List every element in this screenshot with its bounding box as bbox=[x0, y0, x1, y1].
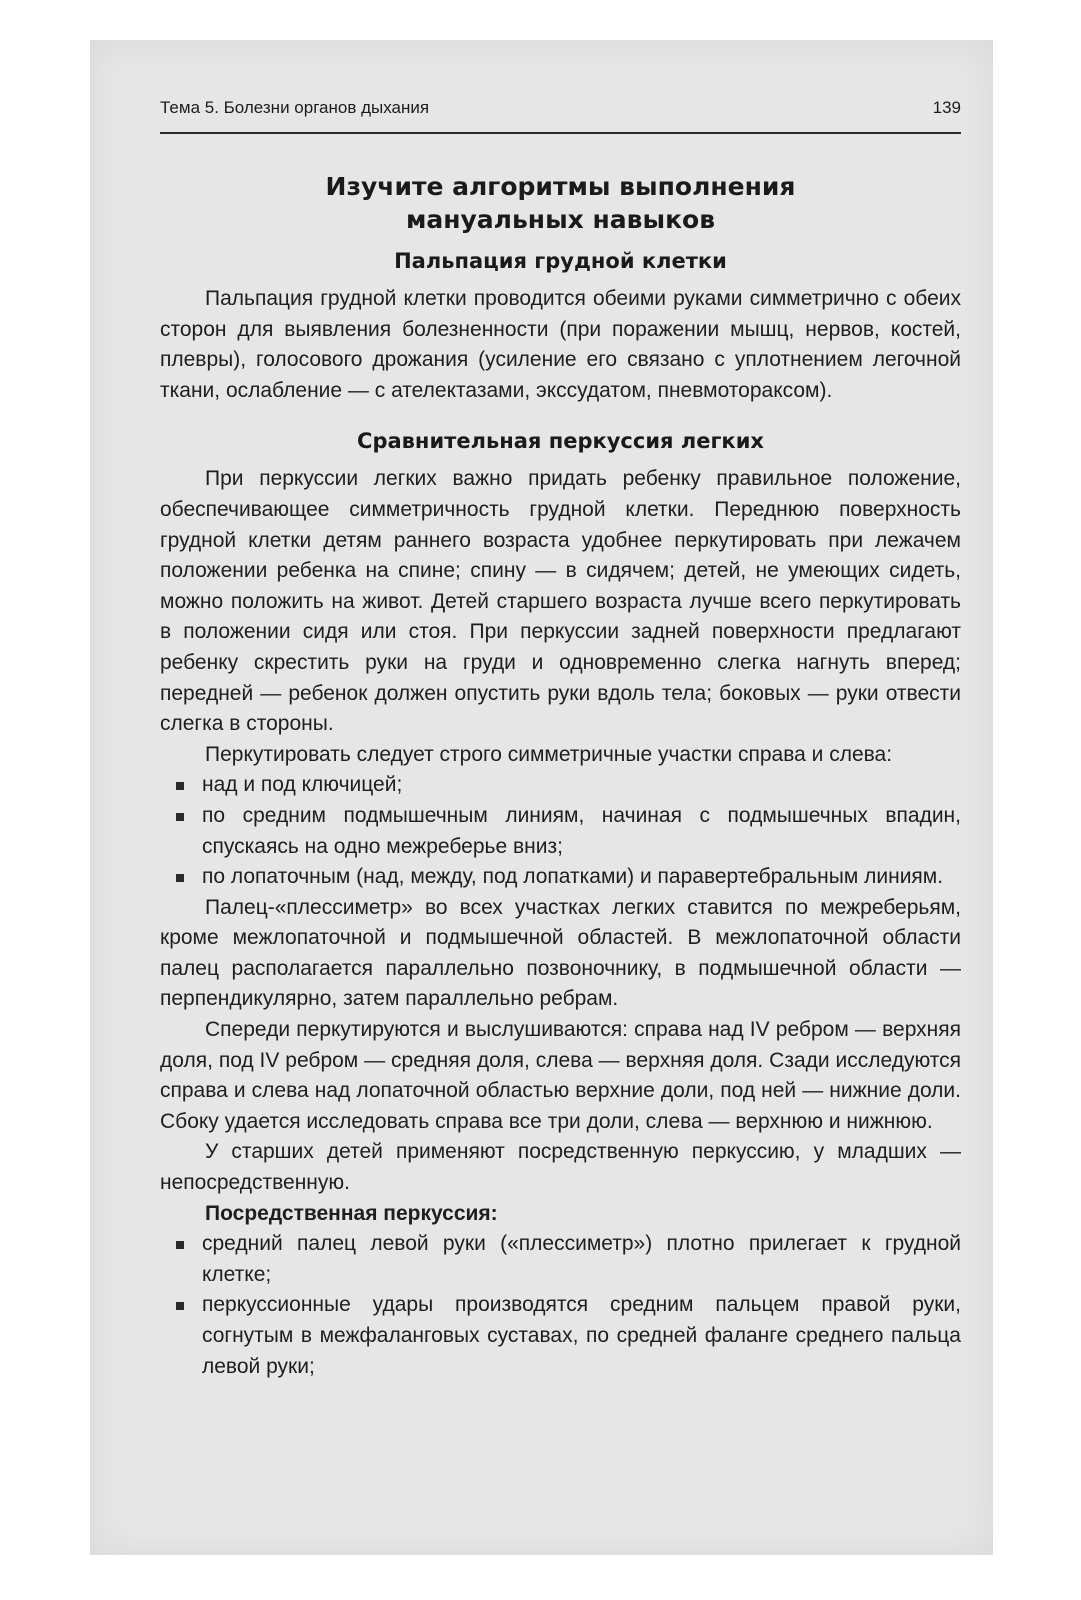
page-title bbox=[160, 170, 961, 236]
subheading-mediate-percussion: Посредственная перкуссия: bbox=[205, 1201, 498, 1225]
page-title-line2: мануальных навыков bbox=[405, 205, 716, 234]
section-heading-palpation: Пальпация грудной клетки bbox=[394, 249, 727, 273]
header-rule bbox=[160, 132, 961, 134]
paragraph-age: У старших детей применяют посредственную перкуссию, у младших — непосредственную. bbox=[160, 1140, 961, 1195]
running-title: Тема 5. Болезни органов дыхания bbox=[160, 98, 430, 117]
paragraph-symmetric: Перкутировать следует строго симметричные участки справа и слева: bbox=[205, 742, 893, 766]
page-title-line1: Изучите алгоритмы выполнения bbox=[325, 172, 796, 201]
list-item: перкуссионные удары производятся средним пальцем правой руки, согнутым в межфаланговых суставах, по средней фаланге среднего пальца левой руки; bbox=[202, 1290, 961, 1382]
running-header bbox=[160, 98, 961, 118]
section-heading-percussion: Сравнительная перкуссия легких bbox=[357, 429, 764, 454]
list-item: средний палец левой руки («плессиметр») плотно прилегает к грудной клетке; bbox=[202, 1229, 961, 1290]
bullet-list-areas bbox=[160, 770, 961, 892]
page-number: 139 bbox=[932, 98, 961, 117]
bullet-list-technique bbox=[160, 1229, 961, 1382]
list-item: над и под ключицей; bbox=[202, 770, 961, 801]
book-page bbox=[90, 40, 993, 1555]
paragraph-plessimeter: Палец-«плессиметр» во всех участках легких ставится по межреберьям, кроме межлопаточной и подмышечной областей. В межлопаточной области палец располагается параллельно позвоночнику, в подмышечной области — перпендикулярно, затем параллельно ребрам. bbox=[160, 895, 961, 1011]
paragraph-positioning: При перкуссии легких важно придать ребенку правильное положение, обеспечивающее симметричность грудной клетки. Переднюю поверхность грудной клетки детям раннего возраста удобнее перкутировать при лежачем положении ребенка на спине; спину — в сидячем; детей, не умеющих сидеть, можно положить на живот. Детей старшего возраста лучше всего перкутировать в положении сидя или стоя. При перкуссии задней поверхности предлагают ребенку скрестить руки на груди и одновременно слегка нагнуть вперед; передней — ребенок должен опустить руки вдоль тела; боковых — руки отвести слегка в стороны. bbox=[160, 467, 961, 736]
list-item: по лопаточным (над, между, под лопатками) и паравертебральным линиям. bbox=[202, 862, 961, 893]
paragraph-lobes: Спереди перкутируются и выслушиваются: справа над IV ребром — верхняя доля, под IV ребром — средняя доля, слева — верхняя доля. Сзади исследуются справа и слева над лопаточной областью верхние доли, под ней — нижние доли. Сбоку удается исследовать справа все три доли, слева — верхнюю и нижнюю. bbox=[160, 1018, 961, 1133]
page-content bbox=[160, 170, 961, 1382]
list-item: по средним подмышечным линиям, начиная с подмышечных впадин, спускаясь на одно межреберье вниз; bbox=[202, 801, 961, 862]
paragraph-palpation: Пальпация грудной клетки проводится обеими руками симметрично с обеих сторон для выявления болезненности (при поражении мышц, нервов, костей, плевры), голосового дрожания (усиление его связано с уплотнением легочной ткани, ослабление — с ателектазами, экссудатом, пневмотораксом). bbox=[160, 287, 961, 402]
